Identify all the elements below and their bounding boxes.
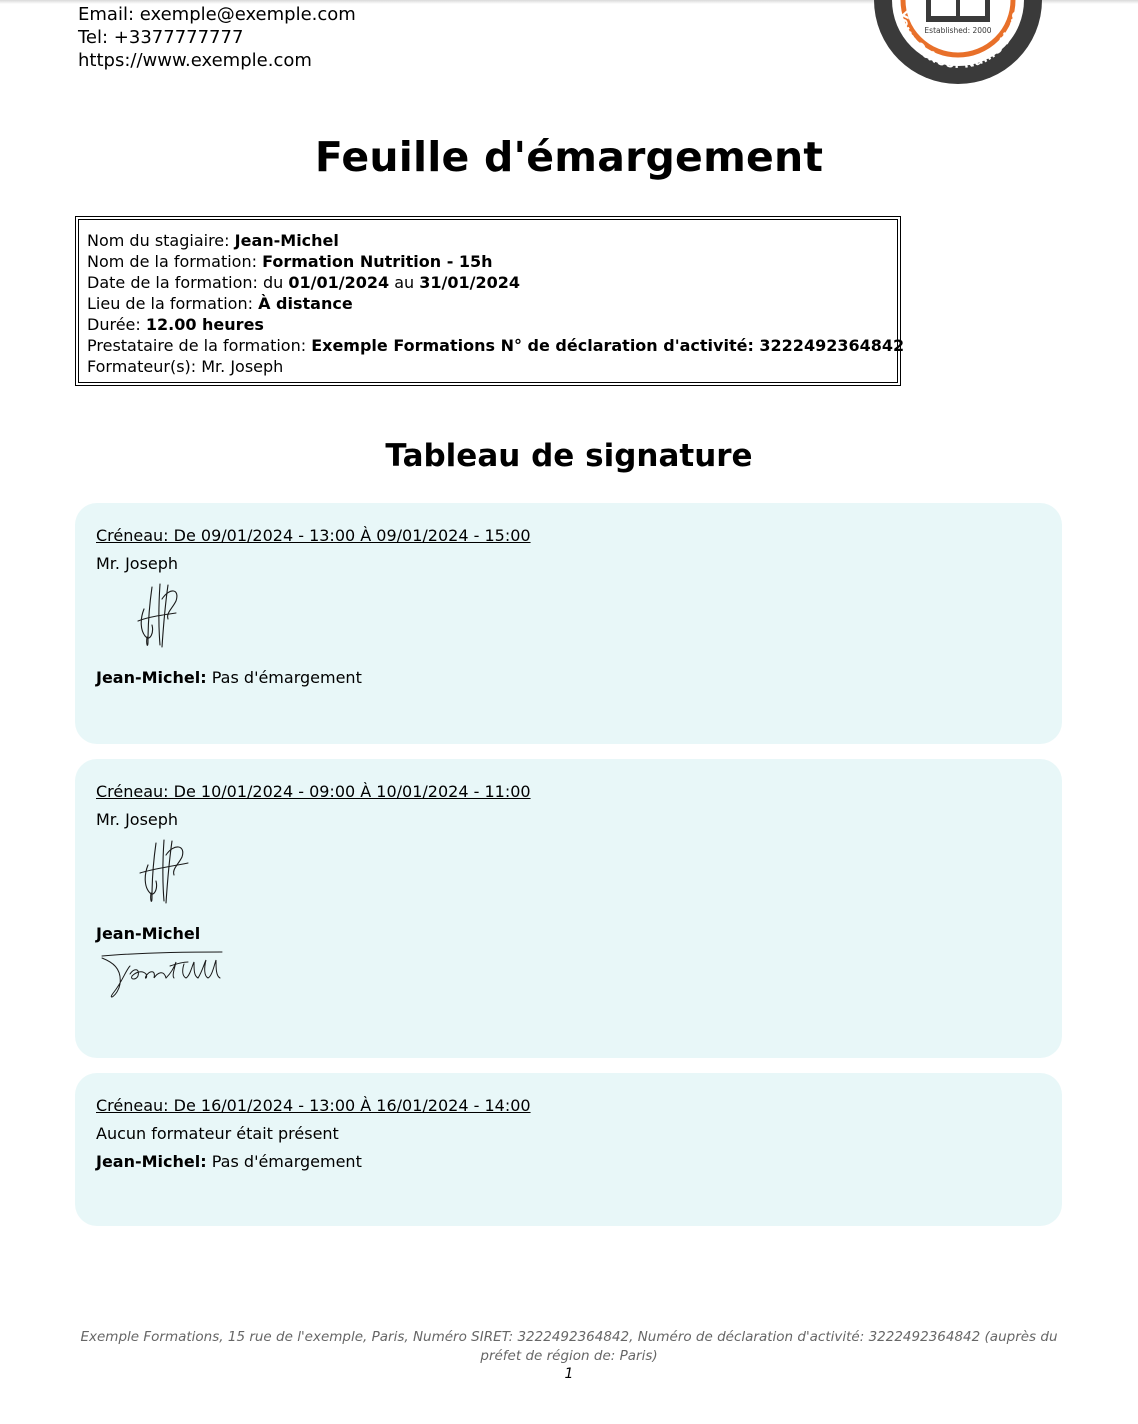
trainers-label: Formateur(s): — [87, 357, 197, 376]
contact-phone: Tel: +3377777777 — [78, 27, 244, 48]
trainee-label: Nom du stagiaire: — [87, 231, 230, 250]
date-end: 31/01/2024 — [419, 273, 521, 292]
location-label: Lieu de la formation: — [87, 294, 253, 313]
slot-trainee-status: Pas d'émargement — [211, 1152, 362, 1171]
trainee-row — [87, 230, 889, 251]
slot-header: Créneau: De 16/01/2024 - 13:00 À 16/01/2024 - 14:00 — [96, 1096, 531, 1115]
location-row — [87, 293, 889, 314]
duration-row — [87, 314, 889, 335]
provider-row — [87, 335, 905, 356]
date-from-word: du — [263, 273, 284, 292]
trainer-signature — [96, 579, 206, 659]
trainers-value: Mr. Joseph — [201, 357, 284, 376]
logo-school-name: Your School Name Here — [894, 9, 1024, 73]
school-logo — [866, 0, 1050, 86]
trainers-row — [87, 356, 889, 377]
contact-website: https://www.exemple.com — [78, 50, 312, 71]
date-row — [87, 272, 889, 293]
location-value: À distance — [258, 294, 353, 313]
slot-trainee-row — [96, 1151, 1041, 1172]
signature-section-title: Tableau de signature — [385, 438, 753, 474]
date-start: 01/01/2024 — [288, 273, 390, 292]
page-footer: Exemple Formations, 15 rue de l'exemple, Paris, Numéro SIRET: 3222492364842, Numéro de déclaration d'activité: 3222492364842 (auprès du préfet de région de: Paris) — [80, 1329, 1058, 1364]
provider-value: Exemple Formations N° de déclaration d'activité: 3222492364842 — [311, 336, 905, 355]
slot-header: Créneau: De 09/01/2024 - 13:00 À 09/01/2024 - 15:00 — [96, 526, 531, 545]
slot-header: Créneau: De 10/01/2024 - 09:00 À 10/01/2024 - 11:00 — [96, 782, 531, 801]
contact-email: Email: exemple@exemple.com — [78, 4, 356, 25]
signature-slot — [75, 1073, 1062, 1226]
trainee-signature — [96, 948, 236, 1008]
page-number: 1 — [564, 1366, 574, 1382]
duration-value: 12.00 heures — [145, 315, 264, 334]
slot-trainer-name: Mr. Joseph — [96, 810, 179, 829]
training-label: Nom de la formation: — [87, 252, 257, 271]
slot-trainee-name: Jean-Michel: — [96, 1152, 207, 1171]
trainer-signature — [96, 835, 206, 915]
duration-label: Durée: — [87, 315, 141, 334]
date-label: Date de la formation: — [87, 273, 258, 292]
training-value: Formation Nutrition - 15h — [262, 252, 493, 271]
provider-label: Prestataire de la formation: — [87, 336, 307, 355]
document-title: Feuille d'émargement — [314, 133, 824, 181]
slot-trainee-name: Jean-Michel: — [96, 668, 207, 687]
training-row — [87, 251, 889, 272]
contact-block — [78, 3, 356, 72]
signature-slot — [75, 759, 1062, 1058]
slot-trainer-note: Aucun formateur était présent — [96, 1124, 339, 1143]
slot-trainee-row — [96, 667, 1041, 688]
slot-trainee-status: Pas d'émargement — [211, 668, 362, 687]
training-info-box — [75, 216, 905, 386]
trainee-value: Jean-Michel — [234, 231, 339, 250]
slot-trainee-row — [96, 923, 1041, 944]
slot-trainer-name: Mr. Joseph — [96, 554, 179, 573]
date-to-word: au — [394, 273, 415, 292]
signature-slot — [75, 503, 1062, 744]
logo-established: Established: 2000 — [924, 26, 992, 35]
slot-trainee-name: Jean-Michel — [96, 924, 201, 943]
